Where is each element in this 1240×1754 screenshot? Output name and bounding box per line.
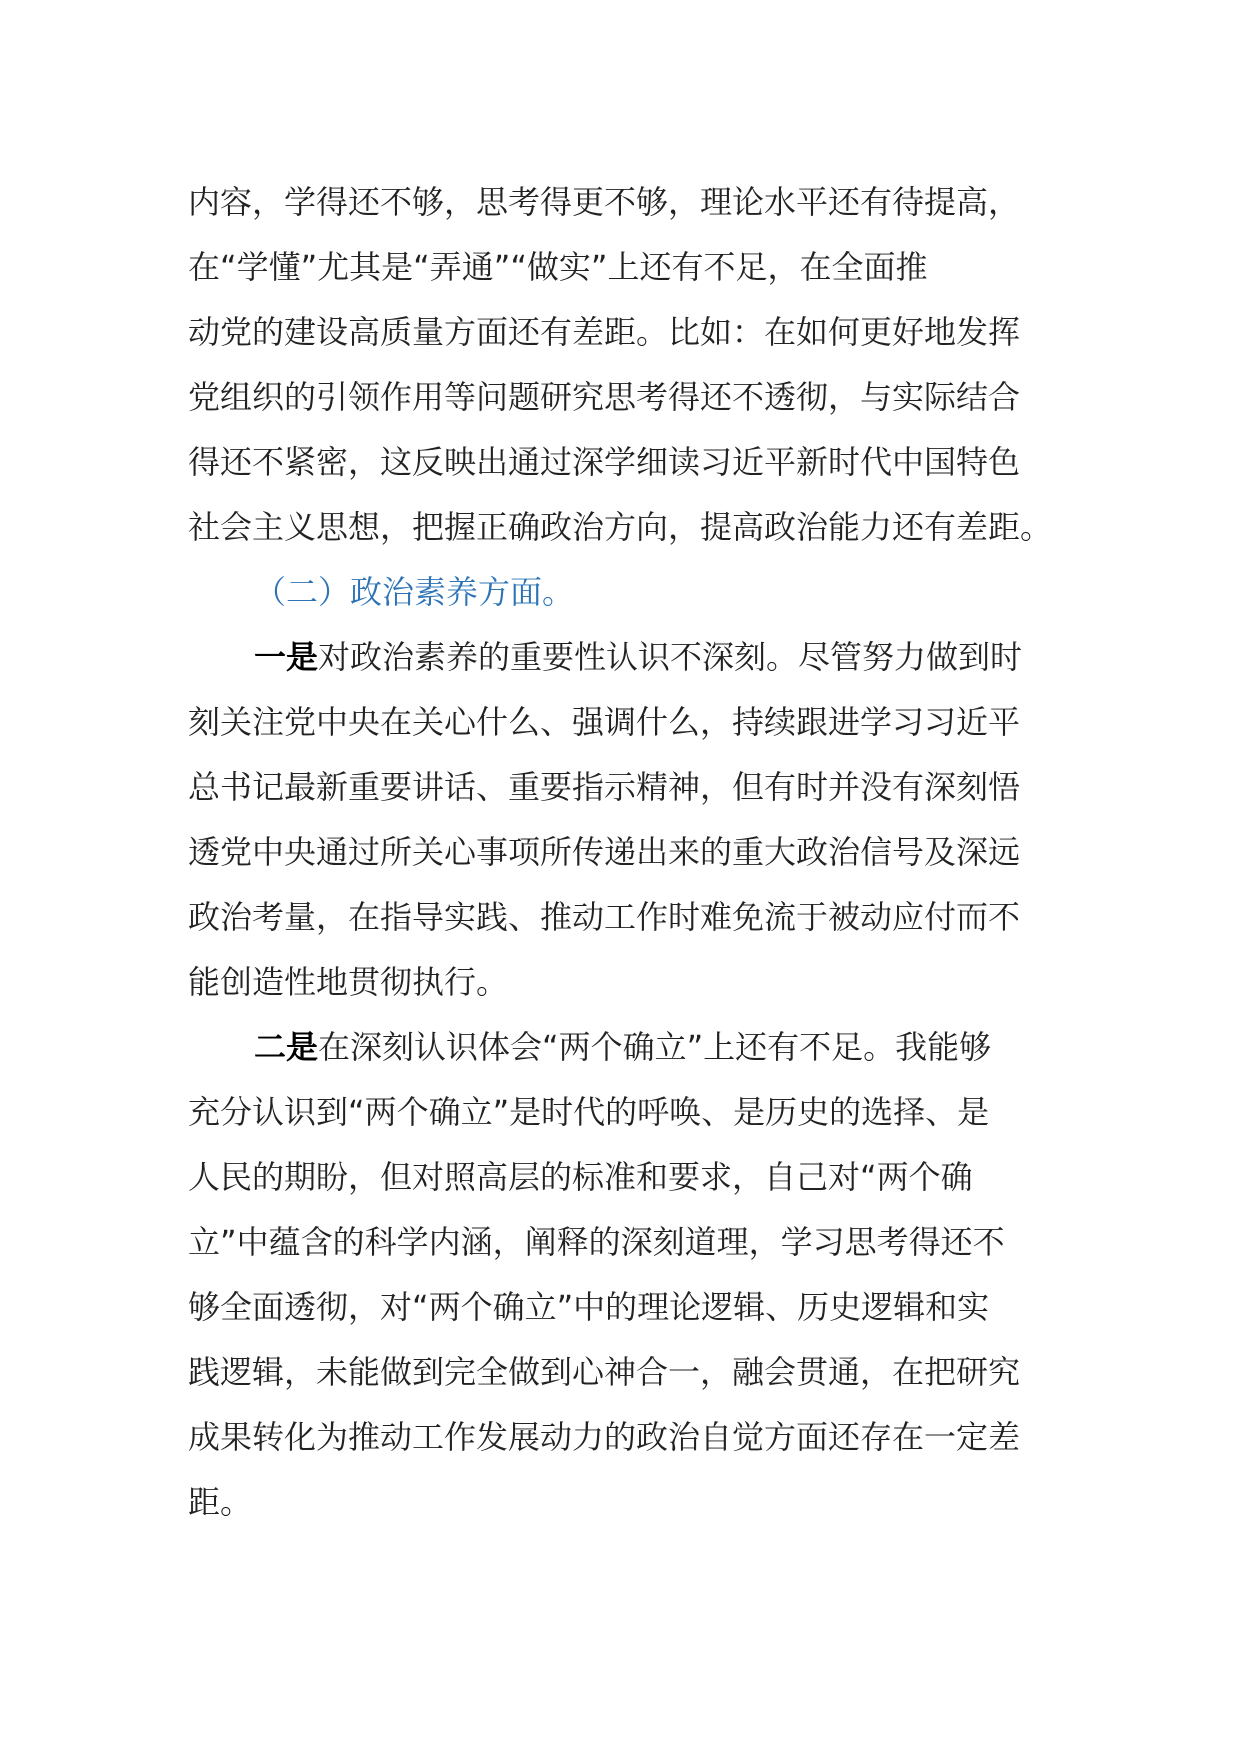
text-line: 内容，学得还不够，思考得更不够，理论水平还有待提高，: [188, 183, 1021, 221]
text-segment: 对政治素养的重要性认识不深刻。尽管努力做到时: [318, 638, 1023, 676]
point-lead: 一是: [254, 638, 319, 676]
point-lead: 二是: [254, 1028, 319, 1066]
text-line: 距。: [188, 1483, 253, 1521]
text-line: 立”中蕴含的科学内涵，阐释的深刻道理，学习思考得还不: [188, 1223, 1005, 1261]
section-heading: （二）政治素养方面。: [254, 573, 575, 611]
text-line: 够全面透彻，对“两个确立”中的理论逻辑、历史逻辑和实: [188, 1288, 990, 1326]
text-line: 在“学懂”尤其是“弄通”“做实”上还有不足，在全面推: [188, 248, 928, 286]
text-line-first: [188, 625, 1040, 690]
text-line: 践逻辑，未能做到完全做到心神合一，融会贯通，在把研究: [188, 1353, 1021, 1391]
text-line: 动党的建设高质量方面还有差距。比如：在如何更好地发挥: [188, 313, 1021, 351]
text-line: 能创造性地贯彻执行。: [188, 963, 509, 1001]
paragraph-point-two: [188, 1015, 1040, 1535]
text-line: 政治考量，在指导实践、推动工作时难免流于被动应付而不: [188, 898, 1021, 936]
text-line: 透党中央通过所关心事项所传递出来的重大政治信号及深远: [188, 833, 1021, 871]
text-line: 充分认识到“两个确立”是时代的呼唤、是历史的选择、是: [188, 1093, 990, 1131]
text-segment: 在深刻认识体会“两个确立”上还有不足。我能够: [318, 1028, 992, 1066]
text-line: 得还不紧密，这反映出通过深学细读习近平新时代中国特色: [188, 443, 1021, 481]
section-heading-block: [188, 560, 1040, 625]
document-body: [188, 170, 1053, 1535]
text-line: 党组织的引领作用等问题研究思考得还不透彻，与实际结合: [188, 378, 1021, 416]
paragraph-point-one: [188, 625, 1040, 1015]
text-line-first: [188, 1015, 1040, 1080]
text-line: 刻关注党中央在关心什么、强调什么，持续跟进学习习近平: [188, 703, 1021, 741]
paragraph-continued: [188, 170, 1053, 560]
text-line: 人民的期盼，但对照高层的标准和要求，自己对“两个确: [188, 1158, 973, 1196]
text-line: 社会主义思想，把握正确政治方向，提高政治能力还有差距。: [188, 508, 1053, 546]
text-line: 成果转化为推动工作发展动力的政治自觉方面还存在一定差: [188, 1418, 1021, 1456]
text-line: 总书记最新重要讲话、重要指示精神，但有时并没有深刻悟: [188, 768, 1021, 806]
